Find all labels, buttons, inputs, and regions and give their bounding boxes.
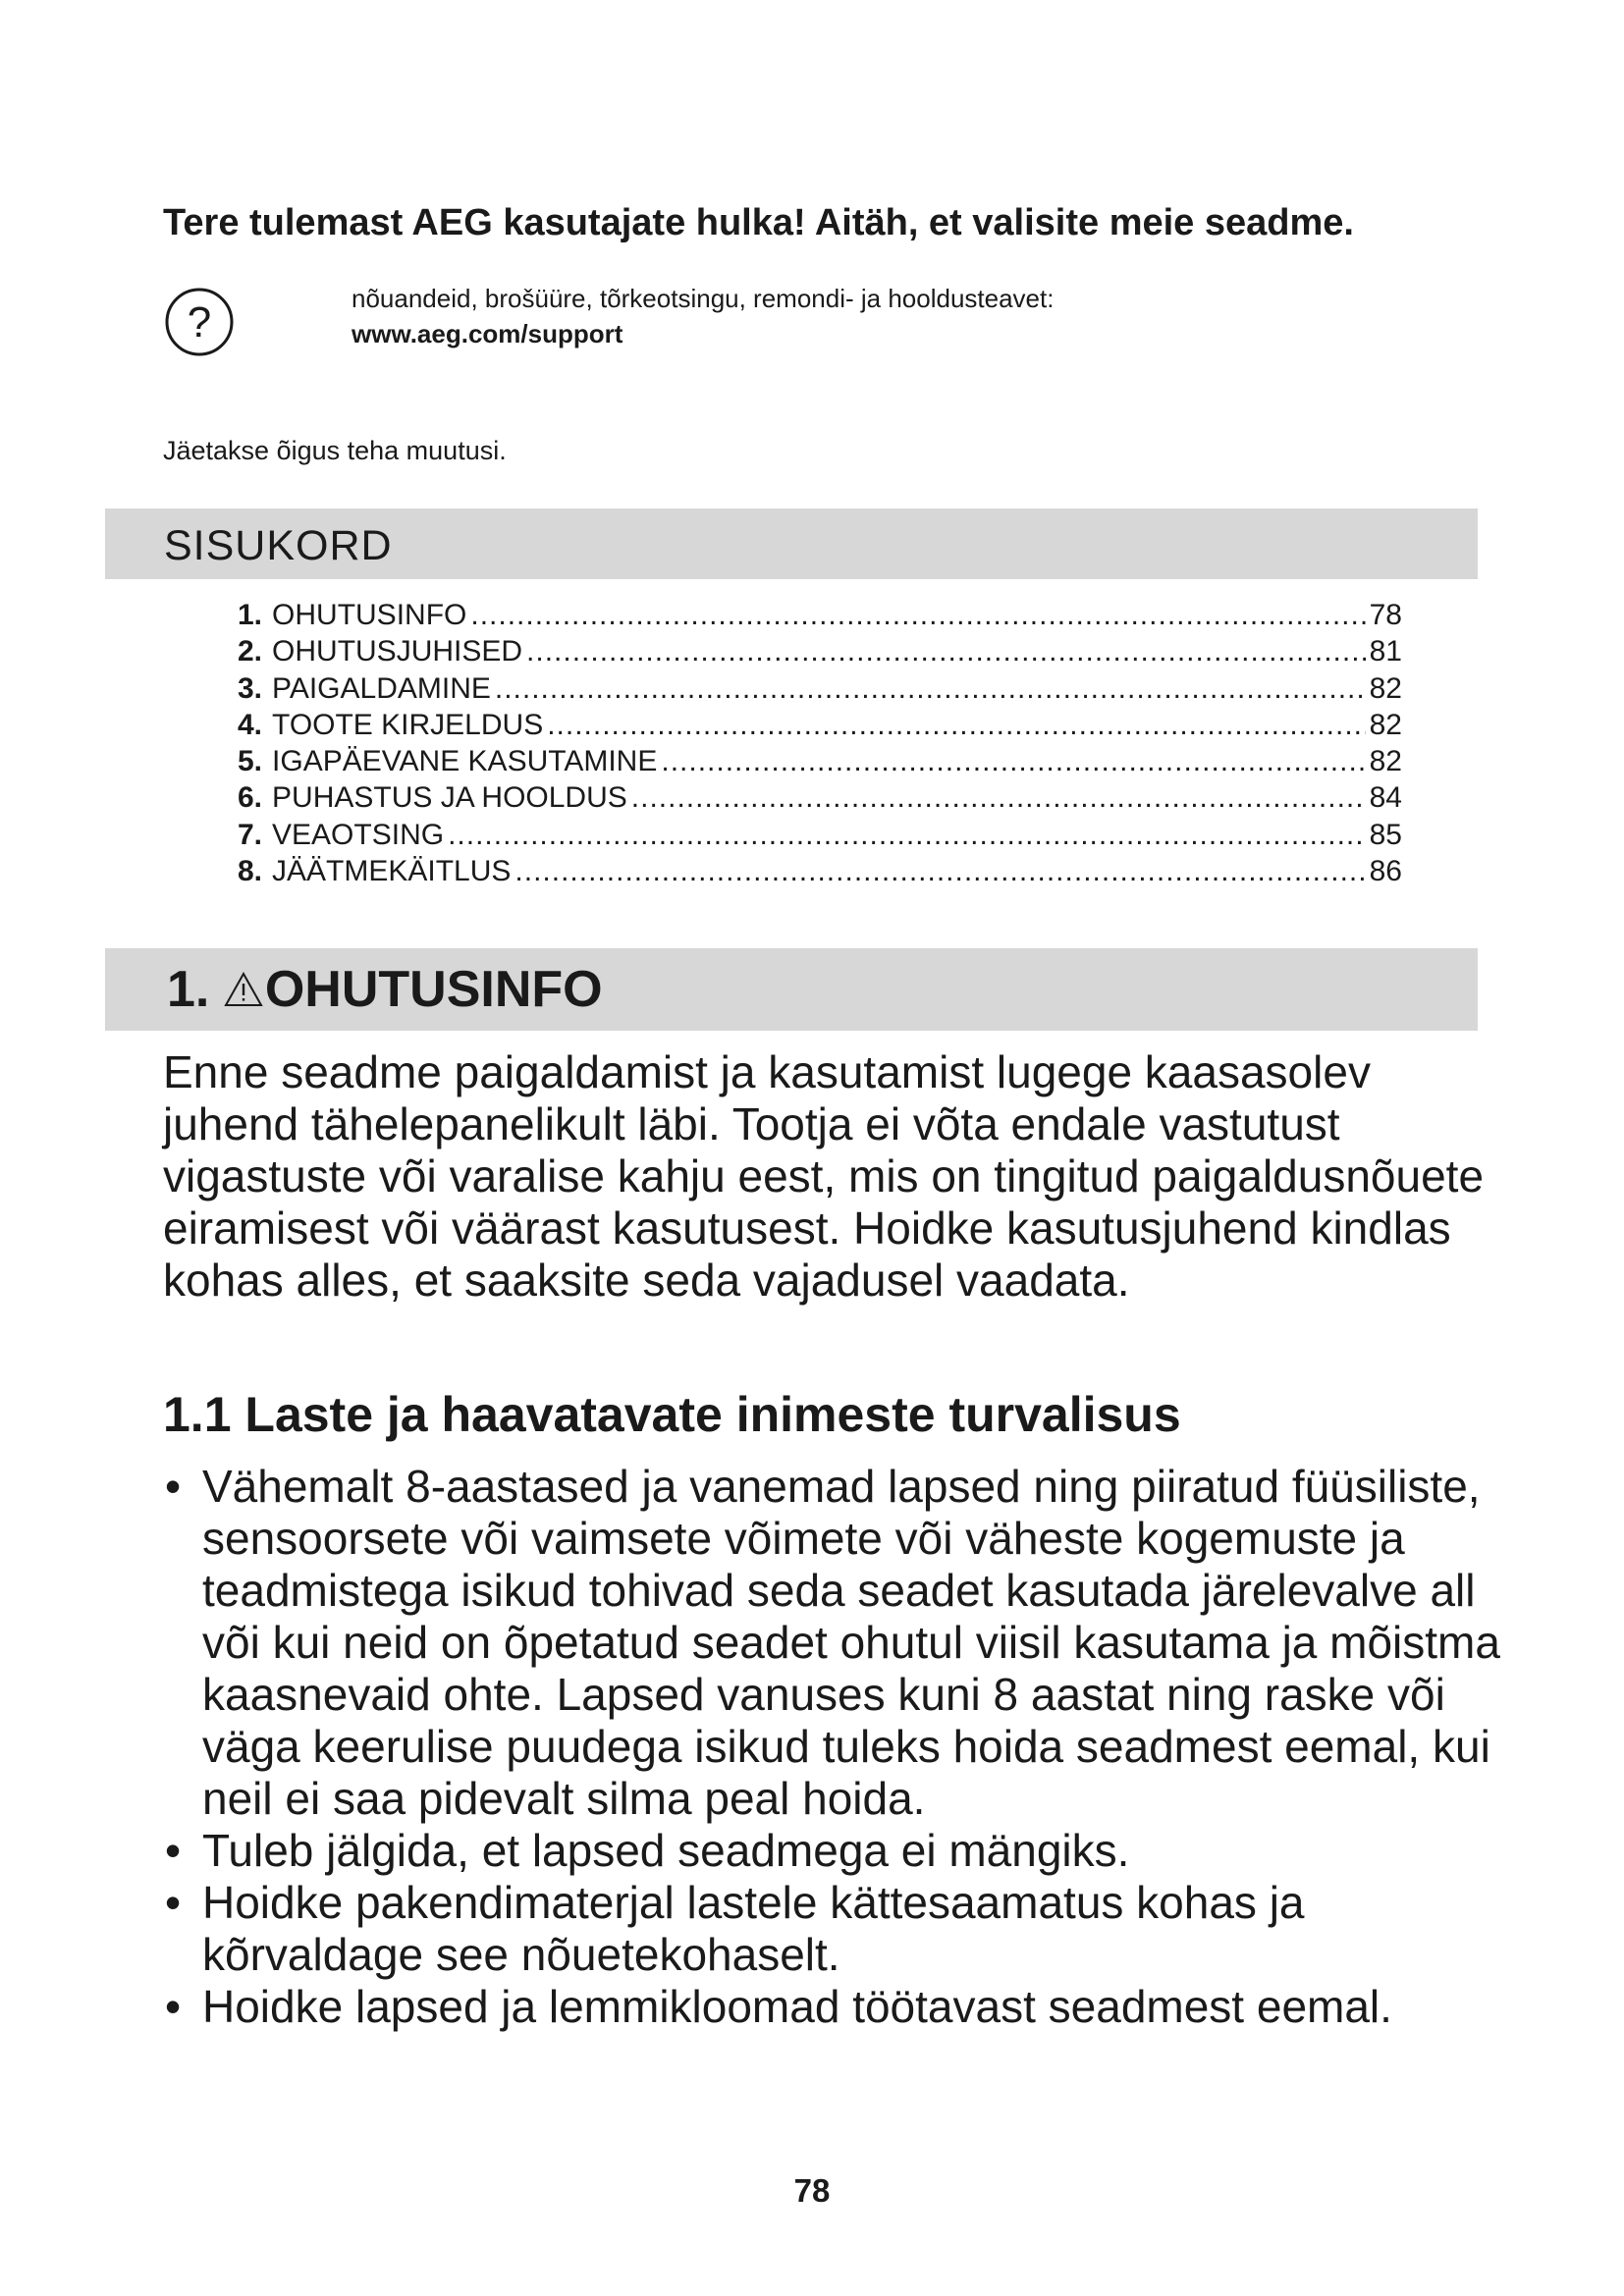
bullet-marker: •: [165, 1981, 182, 2032]
section-title: [167, 960, 603, 1019]
toc-item[interactable]: [238, 597, 1402, 633]
bullet-marker: •: [165, 1461, 182, 1512]
toc-item-number: 6.: [238, 781, 263, 815]
question-circle-icon: [163, 286, 236, 358]
toc-leader-dots: [661, 743, 1365, 779]
safety-bullet-list: [163, 1461, 1508, 2033]
toc-leader-dots: [631, 779, 1366, 816]
toc-item-label: PUHASTUS JA HOOLDUS: [272, 781, 627, 815]
toc-item-label: JÄÄTMEKÄITLUS: [272, 855, 512, 888]
rights-notice: Jäetakse õigus teha muutusi.: [163, 436, 507, 465]
toc-item-page: 85: [1369, 818, 1402, 851]
section-header-bar: [105, 948, 1478, 1031]
support-link[interactable]: www.aeg.com/support: [352, 319, 623, 348]
toc-item-number: 8.: [238, 855, 263, 888]
toc-item-label: PAIGALDAMINE: [272, 671, 491, 705]
toc-item[interactable]: [238, 817, 1402, 853]
toc-leader-dots: [547, 707, 1365, 743]
toc-item-number: 4.: [238, 708, 263, 741]
table-of-contents: [238, 597, 1402, 889]
toc-item-label: VEAOTSING: [272, 818, 445, 851]
toc-item-number: 3.: [238, 671, 263, 705]
safety-bullet: [163, 1461, 1508, 1825]
toc-leader-dots: [470, 597, 1365, 633]
toc-title: SISUKORD: [164, 522, 393, 569]
toc-item-number: 2.: [238, 635, 263, 668]
support-description: nõuandeid, brošüüre, tõrkeotsingu, remondi- ja hooldusteavet:: [352, 284, 1055, 313]
toc-leader-dots: [514, 853, 1365, 889]
bullet-text: Hoidke pakendimaterjal lastele kättesaamatus kohas ja kõrvaldage see nõuetekohaselt.: [202, 1877, 1305, 1980]
toc-item-page: 82: [1369, 745, 1402, 778]
bullet-marker: •: [165, 1825, 182, 1876]
bullet-marker: •: [165, 1877, 182, 1928]
svg-text:?: ?: [187, 298, 212, 347]
toc-header-bar: [105, 508, 1478, 579]
subsection-title: 1.1 Laste ja haavatavate inimeste turvalisus: [163, 1387, 1181, 1442]
toc-item-number: 1.: [238, 599, 263, 631]
toc-item-label: OHUTUSJUHISED: [272, 635, 523, 668]
toc-item-label: IGAPÄEVANE KASUTAMINE: [272, 745, 658, 778]
toc-leader-dots: [495, 670, 1366, 707]
toc-item-number: 7.: [238, 818, 263, 851]
bullet-text: Tuleb jälgida, et lapsed seadmega ei mängiks.: [202, 1825, 1130, 1876]
toc-item-page: 84: [1369, 781, 1402, 815]
toc-item-label: TOOTE KIRJELDUS: [272, 708, 544, 741]
toc-item-page: 81: [1369, 635, 1402, 668]
toc-item[interactable]: [238, 743, 1402, 779]
toc-leader-dots: [526, 633, 1366, 669]
safety-bullet: [163, 1877, 1508, 1981]
support-info: [352, 281, 1054, 351]
section-title-text: OHUTUSINFO: [264, 961, 603, 1018]
intro-paragraph: Enne seadme paigaldamist ja kasutamist lugege kaasasolev juhend tähelepanelikult läbi. Tootja ei võta endale vastutust vigastuste või varalise kahju eest, mis on tingitud paigaldusnõuete eiramisest või väärast kasutusest. Hoidke kasutusjuhend kindlas kohas alles, et saaksite seda vajadusel vaadata.: [163, 1046, 1485, 1306]
toc-item-label: OHUTUSINFO: [272, 599, 467, 631]
welcome-heading: Tere tulemast AEG kasutajate hulka! Aitäh, et valisite meie seadme.: [163, 202, 1354, 243]
bullet-text: Hoidke lapsed ja lemmikloomad töötavast seadmest eemal.: [202, 1981, 1392, 2032]
bullet-text: Vähemalt 8-aastased ja vanemad lapsed ning piiratud füüsiliste, sensoorsete või vaimsete võimete või väheste kogemuste ja teadmistega isikud tohivad seda seadet kasutada järelevalve all või kui neid on õpetatud seadet ohutul viisil kasutama ja mõistma kaasnevaid ohte. Lapsed vanuses kuni 8 aastat ning raske või väga keerulise puudega isikud tuleks hoida seadmest eemal, kui neil ei saa pidevalt silma peal hoida.: [202, 1461, 1500, 1824]
toc-item-page: 86: [1369, 855, 1402, 888]
toc-item-number: 5.: [238, 745, 263, 778]
toc-item-page: 78: [1369, 599, 1402, 631]
page-number: 78: [793, 2172, 831, 2209]
toc-item[interactable]: [238, 633, 1402, 669]
toc-item[interactable]: [238, 853, 1402, 889]
toc-item-page: 82: [1369, 708, 1402, 741]
toc-leader-dots: [448, 817, 1366, 853]
warning-triangle-icon: [224, 972, 263, 1007]
safety-bullet: [163, 1981, 1508, 2033]
toc-item[interactable]: [238, 779, 1402, 816]
toc-item-page: 82: [1369, 671, 1402, 705]
toc-item[interactable]: [238, 707, 1402, 743]
safety-bullet: [163, 1825, 1508, 1877]
toc-item[interactable]: [238, 670, 1402, 707]
section-number: 1.: [167, 961, 210, 1018]
